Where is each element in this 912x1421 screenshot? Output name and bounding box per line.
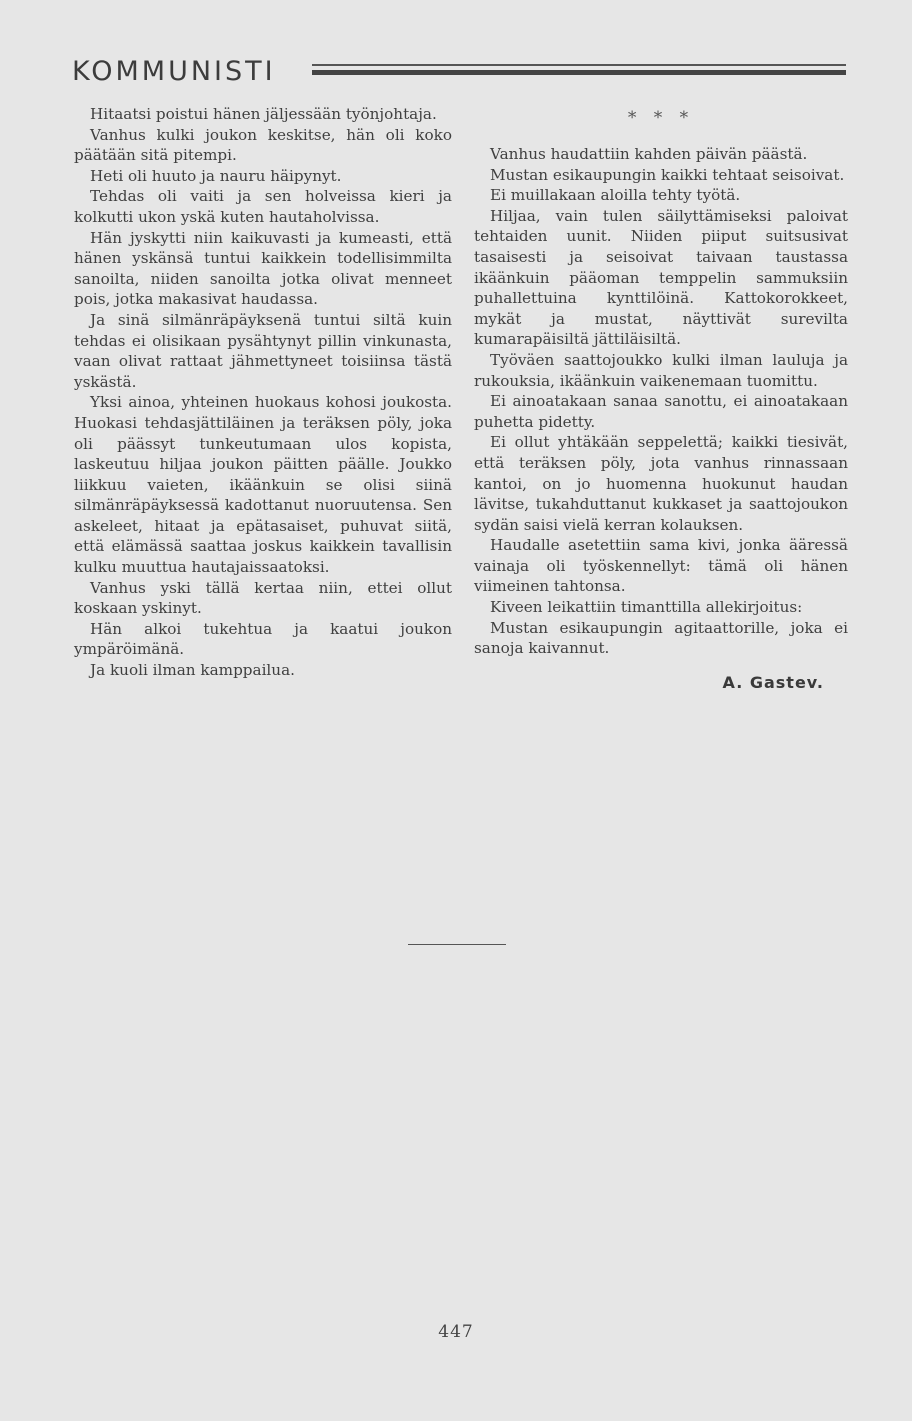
right-column	[474, 104, 848, 693]
paragraph: Ei ollut yhtäkään seppelettä; kaikki tiesivät, että teräksen pöly, jota vanhus rinnassaan kantoi, on jo huomenna huokunut haudan lävitse, tukahduttanut kukkaset ja saattojoukon sydän saisi vielä kerran kolauksen.	[474, 433, 848, 534]
paragraph: Vanhus yski tällä kertaa niin, ettei ollut koskaan yskinyt.	[74, 578, 452, 618]
paragraph: Työväen saattojoukko kulki ilman lauluja ja rukouksia, ikäänkuin vaikenemaan tuomittu.	[474, 350, 848, 390]
paragraph: Tehdas oli vaiti ja sen holveissa kieri ja kolkutti ukon yskä kuten hautaholvissa.	[74, 187, 452, 226]
paragraph: Haudalle asetettiin sama kivi, jonka ääressä vainaja oli työskennellyt: tämä oli hänen viimeinen tahtonsa.	[474, 536, 848, 596]
paragraph: Hiljaa, vain tulen säilyttämiseksi paloivat tehtaiden uunit. Niiden piiput suitsusivat tasaisesti ja seisoivat taivaan taustassa ikäänkuin pääoman temppelin sammuksiin puhallettuina kynttilöinä. Kattokorokkeet, mykät ja mustat, näyttivät surevilta kumarapäisiltä jättiläisiltä.	[474, 206, 848, 349]
author-signature: A. Gastev.	[722, 672, 824, 692]
paragraph: Hitaatsi poistui hänen jäljessään työnjohtaja.	[90, 105, 437, 123]
paragraph: Vanhus haudattiin kahden päivän päästä.	[490, 145, 808, 163]
paragraph: Heti oli huuto ja nauru häipynyt.	[90, 166, 342, 185]
header-rule	[312, 64, 846, 75]
paragraph: Mustan esikaupungin kaikki tehtaat seisoivat.	[490, 165, 845, 184]
paragraph: Hän jyskytti niin kaikuvasti ja kumeasti, että hänen yskänsä tuntui kaikkein todellisimmilta sanoilta, niiden sanoilta jotka olivat menneet pois, jotka makasivat haudassa.	[74, 228, 452, 309]
running-header-title: KOMMUNISTI	[72, 56, 276, 87]
paragraph: Kiveen leikattiin timanttilla allekirjoitus:	[490, 598, 803, 617]
paragraph: Mustan esikaupungin agitaattorille, joka ei sanoja kaivannut.	[474, 618, 848, 658]
paragraph: Ja sinä silmänräpäyksenä tuntui siltä kuin tehdas ei olisikaan pysähtynyt pillin vinkunasta, vaan olivat rattaat jähmettyneet toisiinsa tästä yskästä.	[74, 310, 452, 391]
left-column	[74, 104, 452, 681]
paragraph: Vanhus kulki joukon keskitse, hän oli koko päätään sitä pitempi.	[74, 125, 452, 165]
paragraph: Yksi ainoa, yhteinen huokaus kohosi joukosta. Huokasi tehdasjättiläinen ja teräksen pöly, joka oli päässyt tunkeutumaan ulos kopista, laskeutuu hiljaa joukon päitten päälle. Joukko liikkuu vaieten, ikäänkuin se olisi siinä silmänräpäyksessä kadottanut nuoruutensa. Sen askeleet, hitaat ja epätasaiset, puhuvat siitä, että elämässä saattaa joskus kaikkein tavallisin kulku muuttua hautajaissaatoksi.	[74, 393, 452, 577]
paragraph: Ei muillakaan aloilla tehty työtä.	[490, 186, 741, 205]
paragraph: Ei ainoatakaan sanaa sanottu, ei ainoatakaan puhetta pidetty.	[474, 392, 848, 431]
page-number: 447	[438, 1322, 474, 1342]
section-separator: * * *	[627, 108, 695, 128]
paragraph: Ja kuoli ilman kamppailua.	[90, 661, 295, 680]
paragraph: Hän alkoi tukehtua ja kaatui joukon ympäröimänä.	[74, 619, 452, 659]
end-rule	[408, 944, 506, 945]
